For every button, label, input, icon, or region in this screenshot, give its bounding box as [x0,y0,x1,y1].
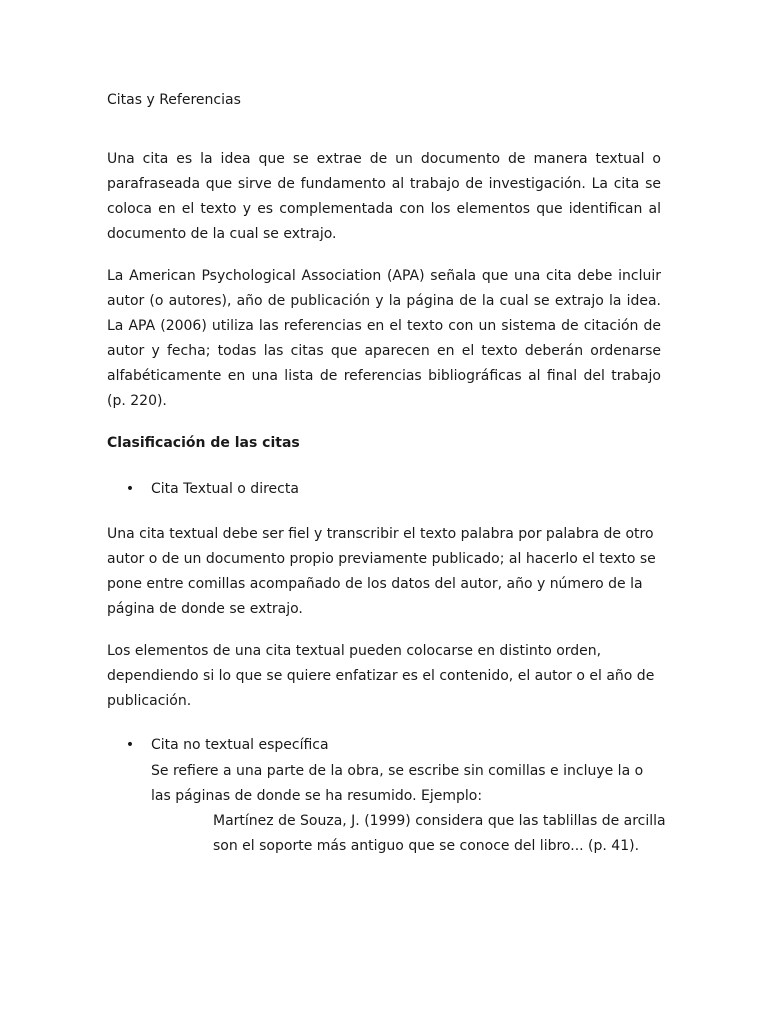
paragraph-cita-definition: Una cita es la idea que se extrae de un documento de manera textual o parafraseada que sirve de fundamento al trabajo de investigación. La cita se coloca en el texto y es complementada con los elementos que identifican al documento de la cual se extrajo. [107,151,661,242]
example-citation: Martínez de Souza, J. (1999) considera que las tablillas de arcilla son el soporte más antiguo que se conoce del libro... (p. 41). [213,813,666,854]
section-heading: Clasificación de las citas [107,435,300,451]
paragraph-elementos: Los elementos de una cita textual pueden colocarse en distinto orden, dependiendo si lo que se quiere enfatizar es el contenido, el autor o el año de publicación. [107,643,655,709]
document-title: Citas y Referencias [107,92,241,108]
list-item-label: Cita no textual específica [151,737,329,753]
list-item-label: Cita Textual o directa [151,481,299,497]
paragraph-cita-textual: Una cita textual debe ser fiel y transcribir el texto palabra por palabra de otro autor o de un documento propio previamente publicado; al hacerlo el texto se pone entre comillas acompañado de los datos del autor, año y número de la página de donde se extrajo. [107,526,656,617]
paragraph-apa: La American Psychological Association (APA) señala que una cita debe incluir autor (o autores), año de publicación y la página de la cual se extrajo la idea. La APA (2006) utiliza las referencias en el texto con un sistema de citación de autor y fecha; todas las citas que aparecen en el texto deberán ordenarse alfabéticamente en una lista de referencias bibliográficas al final del trabajo (p. 220). [107,268,661,409]
bullet-icon: • [125,737,135,753]
list-item-description: Se refiere a una parte de la obra, se escribe sin comillas e incluye la o las páginas de donde se ha resumido. Ejemplo: [151,763,644,804]
bullet-icon: • [125,481,135,497]
